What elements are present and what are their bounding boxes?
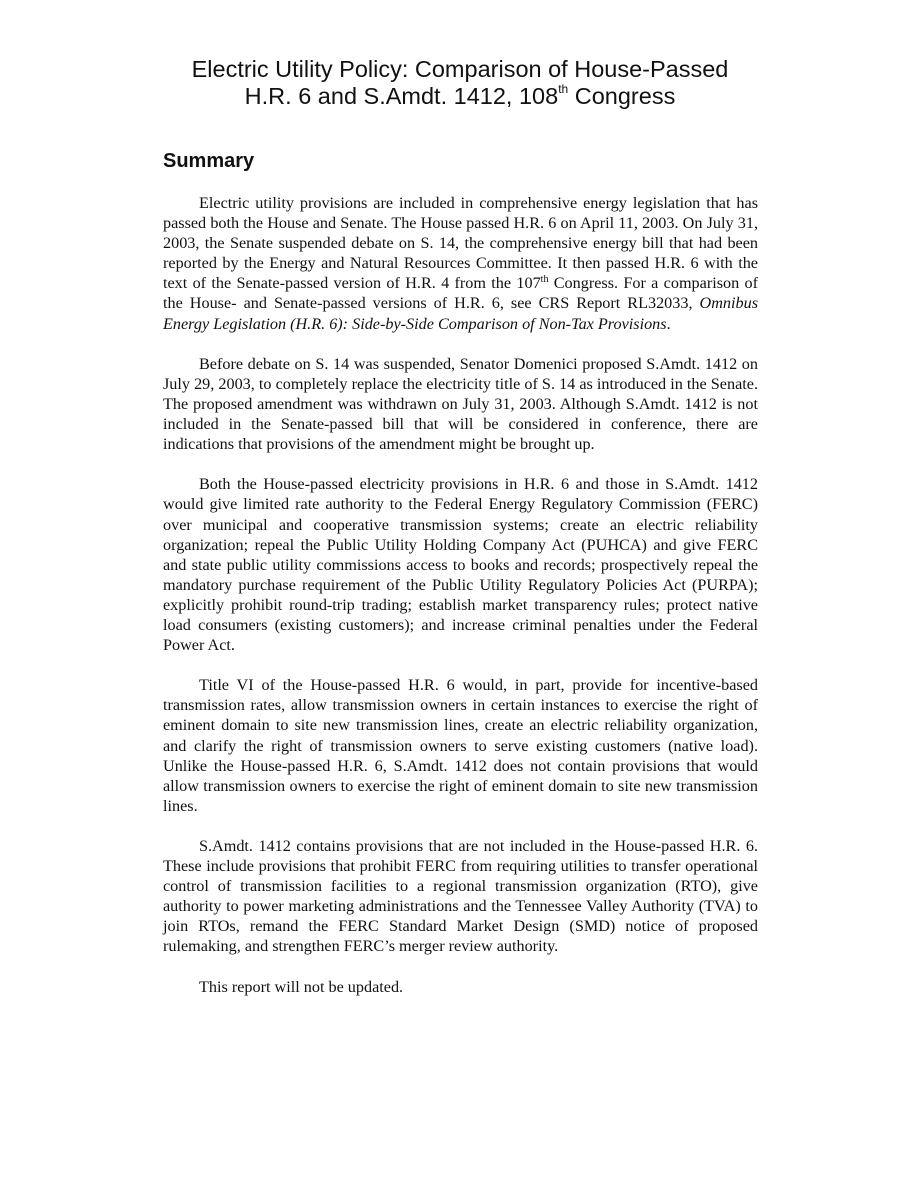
summary-paragraph-3: Both the House-passed electricity provisions in H.R. 6 and those in S.Amdt. 1412 would give limited rate authority to the Federal Energy Regulatory Commission (FERC) over municipal and cooperative transmission systems; create an electric reliability organization; repeal the Public Utility Holding Company Act (PUHCA) and give FERC and state public utility commissions access to books and records; prospectively repeal the mandatory purchase requirement of the Public Utility Regulatory Policies Act (PURPA); explicitly prohibit round-trip trading; establish market transparency rules; protect native load consumers (existing customers); and increase criminal penalties under the Federal Power Act. bbox=[163, 475, 758, 655]
title-line-2: H.R. 6 and S.Amdt. 1412, 108th Congress bbox=[244, 82, 676, 109]
title-line-1: Electric Utility Policy: Comparison of House-Passed bbox=[191, 56, 729, 82]
summary-paragraph-4: Title VI of the House-passed H.R. 6 would, in part, provide for incentive-based transmission rates, allow transmission owners in certain instances to exercise the right of eminent domain to site new transmission lines, create an electric reliability organization, and clarify the right of transmission owners to serve existing customers (native load). Unlike the House-passed H.R. 6, S.Amdt. 1412 does not contain provisions that would allow transmission owners to exercise the right of eminent domain to site new transmission lines. bbox=[163, 676, 758, 815]
summary-paragraph-6: This report will not be updated. bbox=[199, 977, 404, 996]
summary-paragraph-1: Electric utility provisions are included in comprehensive energy legislation that has passed both the House and Senate. The House passed H.R. 6 on April 11, 2003. On July 31, 2003, the Senate suspended debate on S. 14, the comprehensive energy bill that had been reported by the Energy and Natural Resources Committee. It then passed H.R. 6 with the text of the Senate-passed version of H.R. 4 from the 107th Congress. For a comparison of the House- and Senate-passed versions of H.R. 6, see CRS Report RL32033, Omnibus Energy Legislation (H.R. 6): Side-by-Side Comparison of Non-Tax Provisions. bbox=[163, 194, 758, 333]
summary-paragraph-2: Before debate on S. 14 was suspended, Senator Domenici proposed S.Amdt. 1412 on July 29, 2003, to completely replace the electricity title of S. 14 as introduced in the Senate. The proposed amendment was withdrawn on July 31, 2003. Although S.Amdt. 1412 is not included in the Senate-passed bill that will be considered in conference, there are indications that provisions of the amendment might be brought up. bbox=[163, 354, 758, 454]
summary-body bbox=[163, 193, 758, 1017]
summary-paragraph-5: S.Amdt. 1412 contains provisions that are not included in the House-passed H.R. 6. These include provisions that prohibit FERC from requiring utilities to transfer operational control of transmission facilities to a regional transmission organization (RTO), give authority to power marketing administrations and the Tennessee Valley Authority (TVA) to join RTOs, remand the FERC Standard Market Design (SMD) notice of proposed rulemaking, and strengthen FERC’s merger review authority. bbox=[163, 837, 758, 956]
report-citation-title: Omnibus Energy Legislation (H.R. 6): Side-by-Side Comparison of Non-Tax Provisions bbox=[163, 294, 758, 333]
summary-heading: Summary bbox=[163, 150, 255, 172]
report-title bbox=[100, 56, 820, 110]
